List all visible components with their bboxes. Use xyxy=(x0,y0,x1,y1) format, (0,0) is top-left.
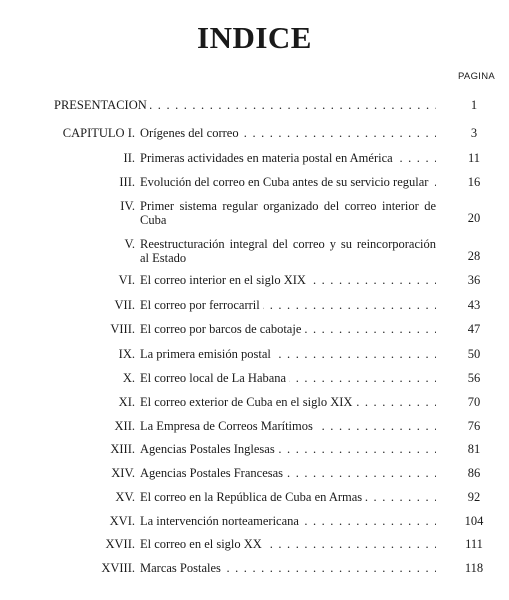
toc-entry-page: 1 xyxy=(470,98,478,112)
toc-entry-page: 3 xyxy=(470,126,478,140)
toc-entry-number: XVIII. xyxy=(101,561,135,575)
toc-entry-text: El correo local de La Habana . . . xyxy=(140,371,436,386)
toc-entry-page: 56 xyxy=(467,371,481,385)
toc-entry-number: XIII. xyxy=(110,442,135,456)
toc-entry-number: XVII. xyxy=(105,537,135,551)
toc-entry-page: 50 xyxy=(467,347,481,361)
toc-entry-text: Agencias Postales Inglesas . . . xyxy=(140,442,436,457)
toc-entry-number: VIII. xyxy=(110,322,135,336)
toc-entry-page: 76 xyxy=(467,419,481,433)
toc-entry-text: El correo por barcos de cabotaje . . . xyxy=(140,322,436,337)
toc-entry-page: 92 xyxy=(467,490,481,504)
toc-entry-number: XII. xyxy=(114,419,135,433)
toc-entry-number: XVI. xyxy=(109,514,135,528)
toc-entry-page: 36 xyxy=(467,273,481,287)
toc-entry-number: X. xyxy=(122,371,135,385)
toc-entry-text: La primera emisión postal . . . xyxy=(140,347,436,362)
toc-entry-page: 28 xyxy=(467,249,481,263)
toc-entry-page: 111 xyxy=(465,537,483,551)
toc-entry-page: 86 xyxy=(467,466,481,480)
toc-entry-text: El correo interior en el siglo XIX . . . xyxy=(140,273,436,288)
toc-entry-page: 70 xyxy=(467,395,481,409)
toc-entry-text: El correo en el siglo XX . . . xyxy=(140,537,436,552)
toc-entry-number: IV. xyxy=(120,199,135,213)
toc-entry-page: 47 xyxy=(467,322,481,336)
toc-entry-number: XI. xyxy=(118,395,135,409)
toc-entry-number: XV. xyxy=(115,490,135,504)
toc-entry-text: PRESENTACION . . . xyxy=(54,98,436,113)
page-column-header: PAGINA xyxy=(458,71,495,82)
toc-entry-text: Reestructuración integral del correo y su reincorporación al Estado xyxy=(140,237,436,265)
toc-entry-page: 118 xyxy=(464,561,484,575)
toc-entry-text: El correo en la República de Cuba en Armas . . . xyxy=(140,490,436,505)
toc-entry-text: El correo por ferrocarril . . . xyxy=(140,298,436,313)
toc-entry-text: Primeras actividades en materia postal en América . . . xyxy=(140,151,436,166)
toc-entry-page: 20 xyxy=(467,211,481,225)
toc-entry-number: II. xyxy=(123,151,135,165)
toc-entry-page: 43 xyxy=(467,298,481,312)
toc-entry-text: Primer sistema regular organizado del correo interior de Cuba xyxy=(140,199,436,227)
toc-entry-number: CAPITULO I. xyxy=(62,126,135,140)
toc-entry-text: La Empresa de Correos Marítimos . . . xyxy=(140,419,436,434)
toc-entry-page: 16 xyxy=(467,175,481,189)
toc-entry-text: Orígenes del correo . . . xyxy=(140,126,436,141)
toc-entry-text: Evolución del correo en Cuba antes de su servicio regular . . . xyxy=(140,175,436,190)
toc-entry-text: La intervención norteamericana . . . xyxy=(140,514,436,529)
page-title: INDICE xyxy=(197,20,312,55)
toc-entry-page: 81 xyxy=(467,442,481,456)
toc-entry-number: V. xyxy=(124,237,135,251)
toc-entry-page: 11 xyxy=(467,151,481,165)
toc-entry-number: IX. xyxy=(118,347,135,361)
toc-entry-page: 104 xyxy=(464,514,484,528)
toc-entry-text: Marcas Postales . . . xyxy=(140,561,436,576)
toc-entry-number: III. xyxy=(119,175,135,189)
toc-entry-number: VI. xyxy=(118,273,135,287)
toc-entry-number: XIV. xyxy=(111,466,135,480)
toc-entry-text: Agencias Postales Francesas . . . xyxy=(140,466,436,481)
toc-entry-text: El correo exterior de Cuba en el siglo XIX . . . xyxy=(140,395,436,410)
toc-entry-number: VII. xyxy=(114,298,135,312)
